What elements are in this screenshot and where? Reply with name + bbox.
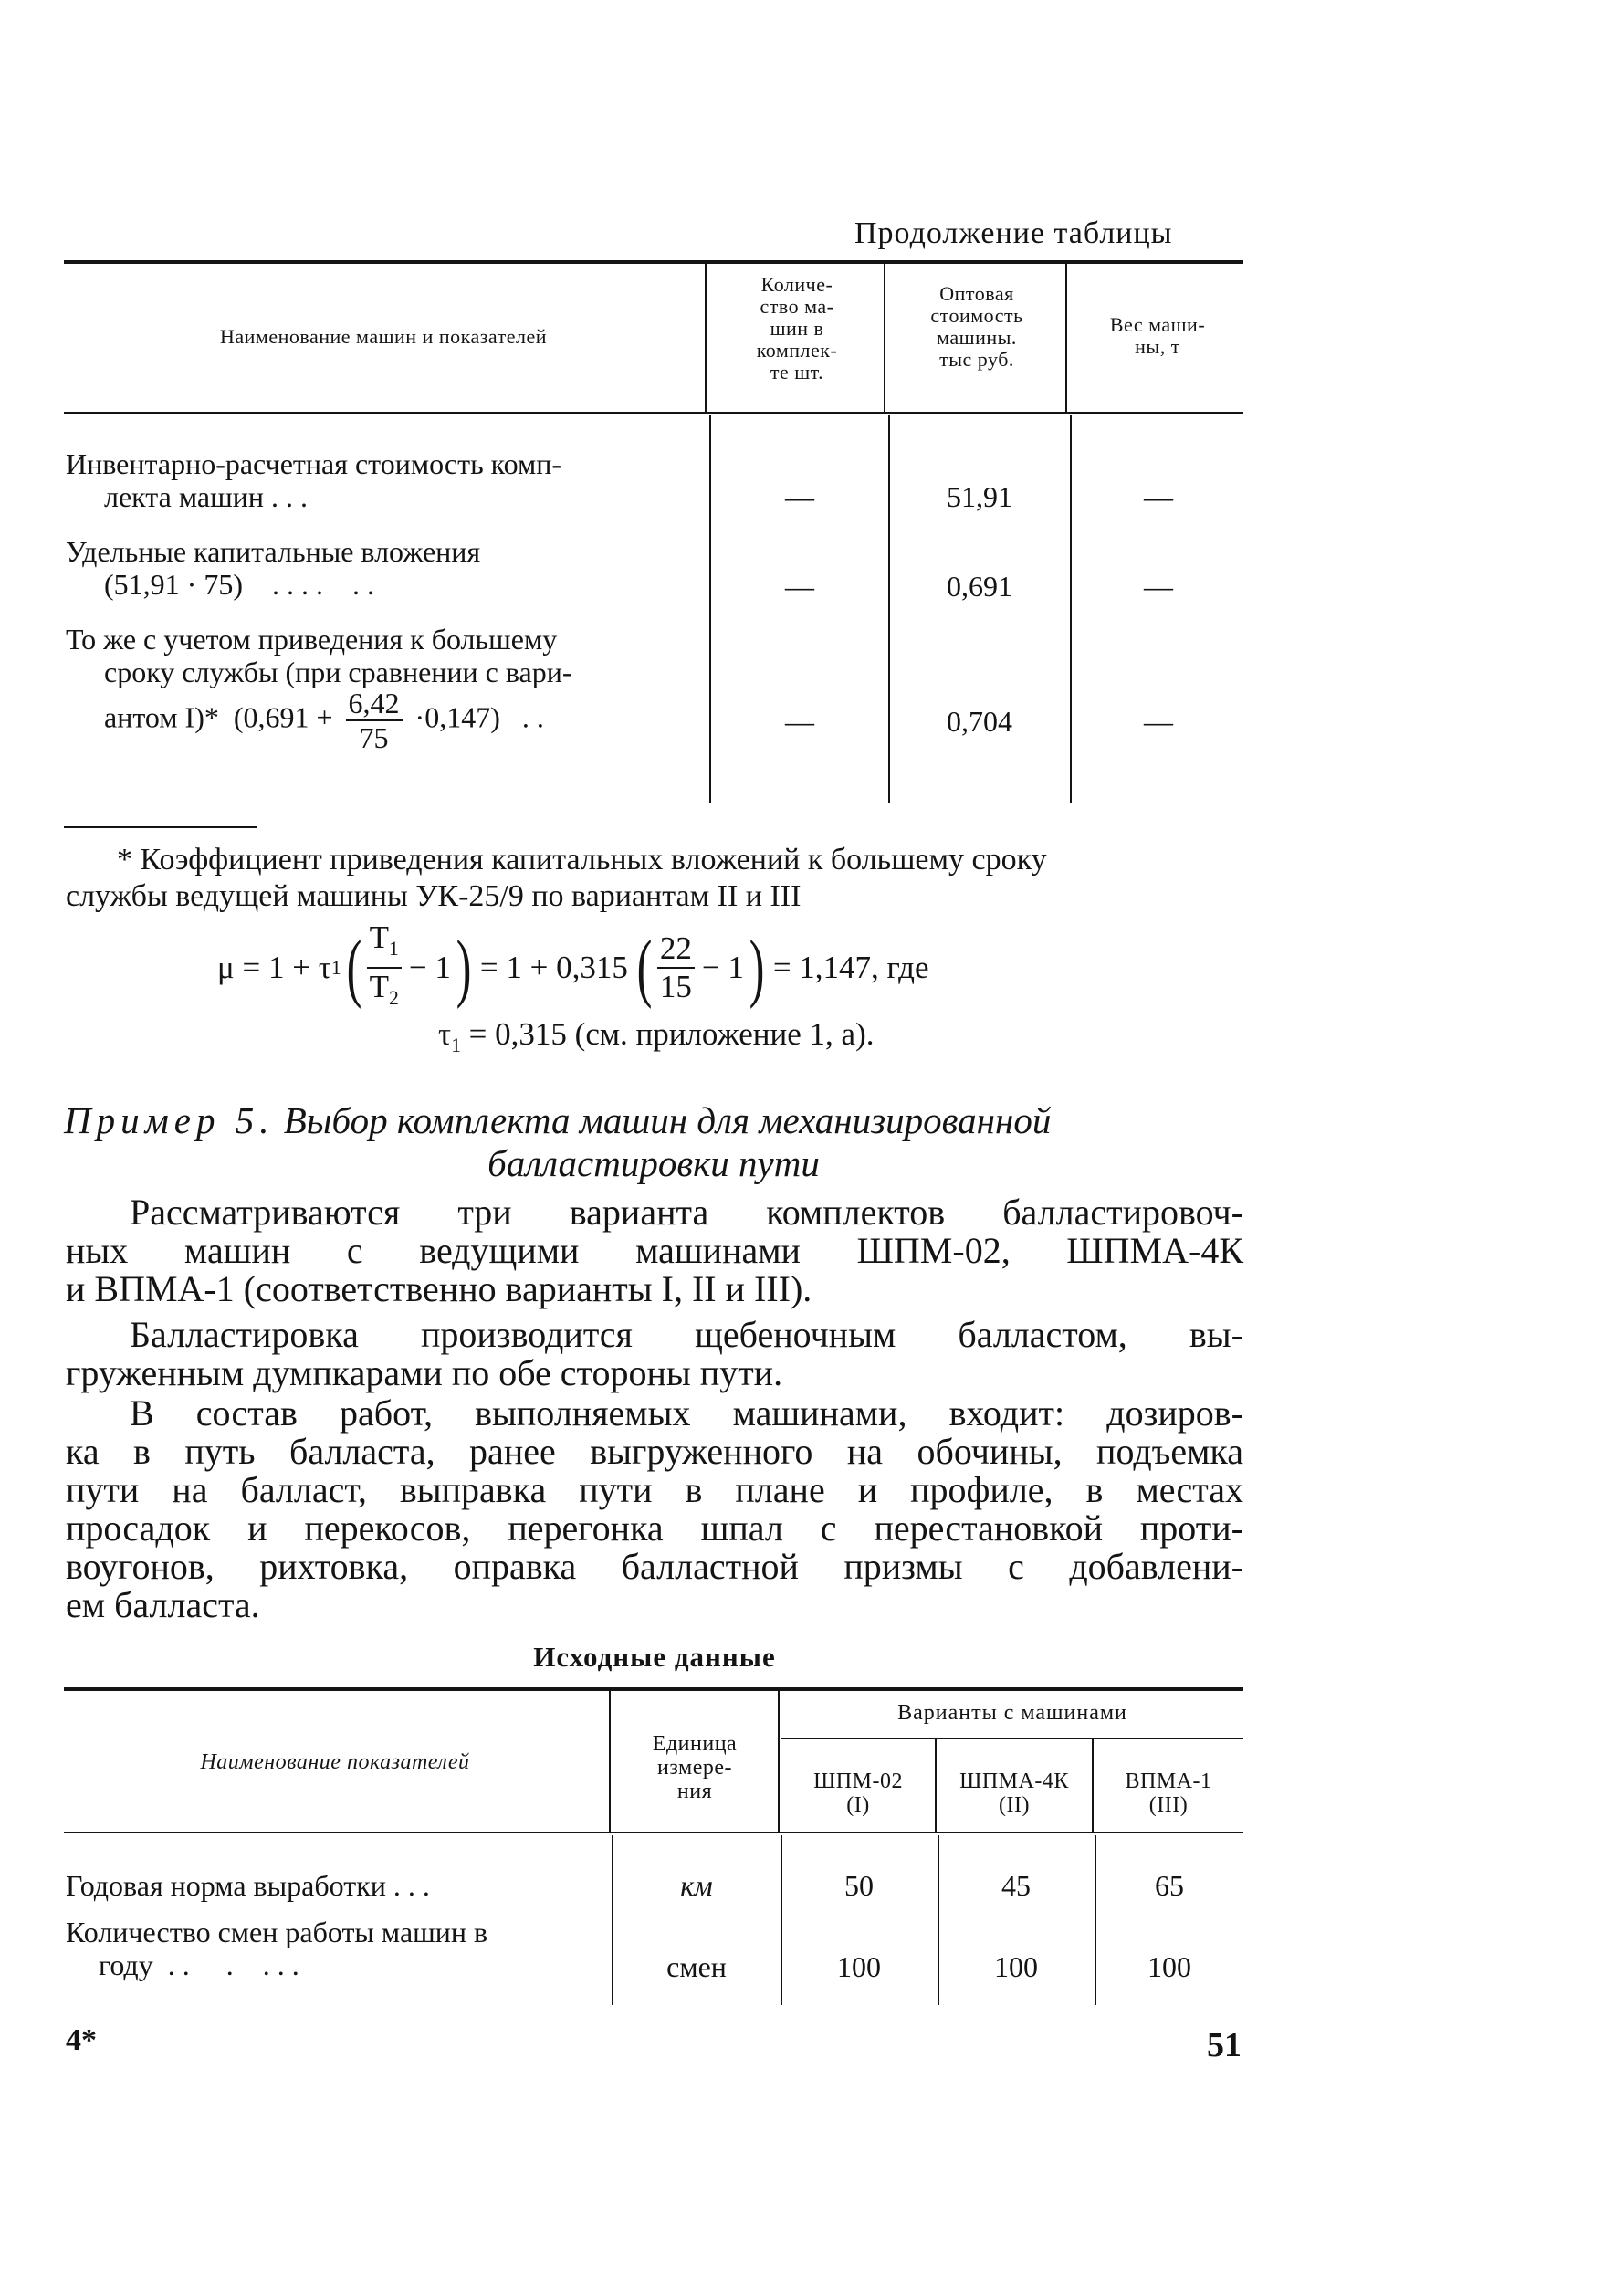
paragraph: Рассматриваются три варианта комплектов балластировоч- ных машин с ведущими машинами ШПМ-02, ШПМА-4К и ВПМА-1 (соответственно варианты I, II и III). [66, 1192, 1243, 1309]
table2-cell-v1: 100 [837, 1950, 881, 1983]
fraction: $\frac{T_1}{T_2}$ [367, 919, 402, 1016]
table2-top-rule [64, 1687, 1243, 1691]
table2-header-divider [778, 1691, 780, 1832]
table2-header-variant-1: ШПМ-02 (I) [813, 1770, 903, 1817]
table1-cell-count: — [785, 570, 814, 603]
table2-header-name: Наименование показателей [200, 1750, 470, 1774]
table1-header-divider [705, 264, 707, 412]
table2-header-rule [64, 1832, 1243, 1833]
table1-row-name: Инвентарно-расчетная стоимость комп- лекта машин . . . [66, 447, 561, 513]
table2-cell-v3: 65 [1155, 1869, 1184, 1902]
table2-header-divider [609, 1691, 611, 1832]
table2-variants-rule [781, 1738, 1243, 1739]
table1-column-divider [1070, 415, 1072, 803]
footnote-rule [64, 826, 257, 828]
table1-header-count: Количе- ство ма- шин в комплек- те шт. [756, 273, 838, 383]
table2-cell-unit: км [680, 1869, 713, 1902]
table2-cell-v3: 100 [1147, 1950, 1191, 1983]
table1-cell-weight: — [1144, 705, 1173, 738]
table1-column-divider [709, 415, 711, 803]
table1-cell-price: 51,91 [947, 480, 1012, 513]
table2-cell-unit: смен [666, 1950, 727, 1983]
table1-cell-count: — [785, 705, 814, 738]
table1-cell-count: — [785, 480, 814, 513]
table1-header-weight: Вес маши- ны, т [1109, 313, 1206, 358]
footnote-formula: μ = 1 + τ 1 ( $\frac{T_1}{T_2}$ − 1 ) = 1 + 0,315 ( $\frac{22}{15}$ − 1 ) = 1,147, где [217, 922, 929, 1013]
table1-cell-weight: — [1144, 480, 1173, 513]
table1-cell-price: 0,704 [947, 705, 1012, 738]
table2-cell-v2: 45 [1001, 1869, 1031, 1902]
table2-cell-v1: 50 [844, 1869, 874, 1902]
table2-header-variant-3: ВПМА-1 (III) [1125, 1770, 1212, 1817]
left-paren: ( [636, 925, 653, 1010]
table2-row-name: Годовая норма выработки . . . [66, 1869, 430, 1902]
table1-header-divider [1065, 264, 1067, 412]
table2-row-name: Количество смен работы машин в году . . . . . . [66, 1916, 488, 1981]
tau-definition: $\tau_1 = 0,315$ (см. приложение 1, а). [438, 1016, 875, 1056]
footnote-text: * Коэффициент приведения капитальных вложений к большему сроку службы ведущей машины УК-25/9 по вариантам II и III [66, 843, 1047, 913]
table1-header-price: Оптовая стоимость машины. тыс руб. [930, 282, 1023, 371]
left-paren: ( [346, 925, 362, 1010]
table1-row-name: Удельные капитальные вложения (51,91 · 75) . . . . . . [66, 535, 481, 601]
paragraph: Балластировка производится щебеночным балластом, вы- груженным думпкарами по обе стороны пути. [66, 1314, 1243, 1393]
paragraph: В состав работ, выполняемых машинами, входит: дозиров- ка в путь балласта, ранее выгруженного на обочины, подъемка пути на балласт, выправка пути в плане и профиле, в местах просадок и перекосов, перегонка шпал с перестановкой проти- воугонов, рихтовка, оправка балластной призмы с добавлени- ем балласта. [66, 1392, 1243, 1625]
table1-cell-price: 0,691 [947, 570, 1012, 603]
fraction: $\frac{22}{15}$ [657, 930, 695, 1005]
table2-header-variant-2: ШПМА-4К (II) [959, 1770, 1069, 1817]
table1-header-divider [884, 264, 885, 412]
example-title: Пример 5. Выбор комплекта машин для механизированной [64, 1099, 1052, 1141]
table1-cell-weight: — [1144, 570, 1173, 603]
table1-caption: Продолжение таблицы [854, 216, 1173, 250]
table2-cell-v2: 100 [994, 1950, 1038, 1983]
signature-mark: 4* [66, 2023, 97, 2057]
table2-caption: Исходные данные [533, 1641, 776, 1673]
table2-header-variants: Варианты с машинами [897, 1701, 1127, 1725]
table2-header-unit: Единица измере- ния [652, 1732, 738, 1803]
table1-row-name: То же с учетом приведения к большему сроку службы (при сравнении с вари- [66, 623, 572, 688]
example-title-line2: балластировки пути [487, 1142, 820, 1184]
fraction: $\frac{6,42}{75}$ [346, 687, 403, 754]
page-number: 51 [1207, 2026, 1242, 2064]
right-paren: ) [749, 925, 765, 1010]
right-paren: ) [456, 925, 472, 1010]
table1-row-formula: антом I)* (0,691 + $\frac{6,42}{75}$ ·0,147) . . [104, 687, 544, 754]
table1-column-divider [888, 415, 890, 803]
table1-header-rule [64, 412, 1243, 414]
table1-header-name: Наименование машин и показателей [219, 325, 548, 348]
